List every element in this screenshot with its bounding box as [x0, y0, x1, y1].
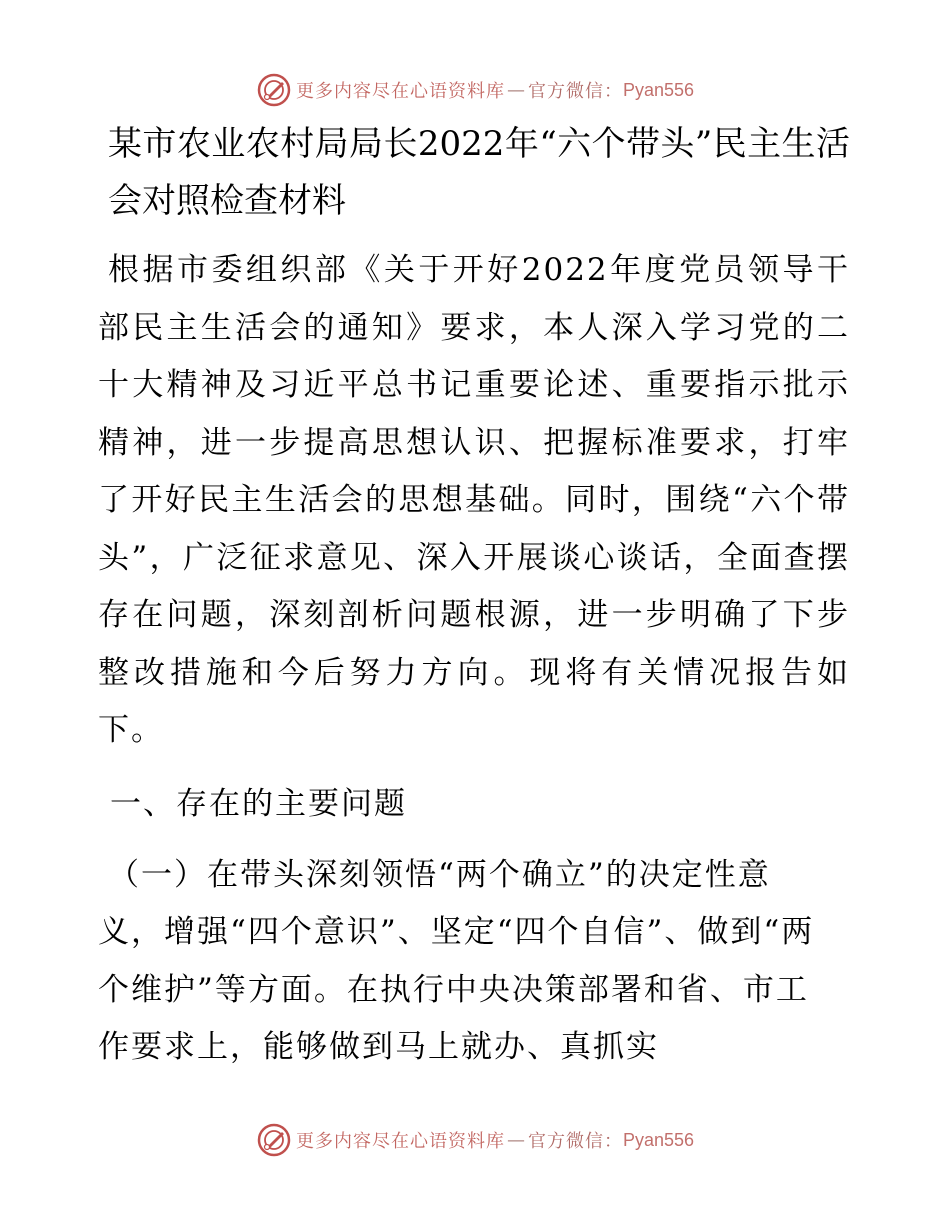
watermark-header — [0, 70, 950, 110]
watermark-id: Pyan556 — [622, 79, 695, 100]
watermark-logo-icon — [256, 72, 292, 108]
document-body — [98, 116, 850, 1077]
section-paragraph: （一）在带头深刻领悟“两个确立”的决定性意义，增强“四个意识”、坚定“四个自信”、做到“两个维护”等方面。在执行中央决策部署和省、市工作要求上，能够做到马上就办、真抓实 — [98, 856, 815, 1065]
watermark-id: Pyan556 — [622, 1129, 695, 1150]
watermark-logo-icon — [256, 1122, 292, 1158]
watermark-dash: — — [506, 79, 526, 101]
document-title: 某市农业农村局局长2022年“六个带头”民主生活会对照检查材料 — [108, 124, 850, 221]
watermark-footer — [0, 1120, 950, 1160]
watermark-label: 官方微信： — [527, 1131, 623, 1152]
watermark-text: 更多内容尽在心语资料库 — [295, 1131, 505, 1152]
intro-paragraph: 根据市委组织部《关于开好2022年度党员领导干部民主生活会的通知》要求，本人深入学习党的二十大精神及习近平总书记重要论述、重要指示批示精神，进一步提高思想认识、把握标准要求，打牢了开好民主生活会的思想基础。同时，围绕“六个带头”，广泛征求意见、深入开展谈心谈话，全面查摆存在问题，深刻剖析问题根源，进一步明确了下步整改措施和今后努力方向。现将有关情况报告如下。 — [98, 252, 850, 748]
section-heading: 一、存在的主要问题 — [110, 785, 407, 822]
watermark-label: 官方微信： — [527, 81, 623, 102]
watermark-text: 更多内容尽在心语资料库 — [295, 81, 505, 102]
watermark-dash: — — [506, 1129, 526, 1151]
